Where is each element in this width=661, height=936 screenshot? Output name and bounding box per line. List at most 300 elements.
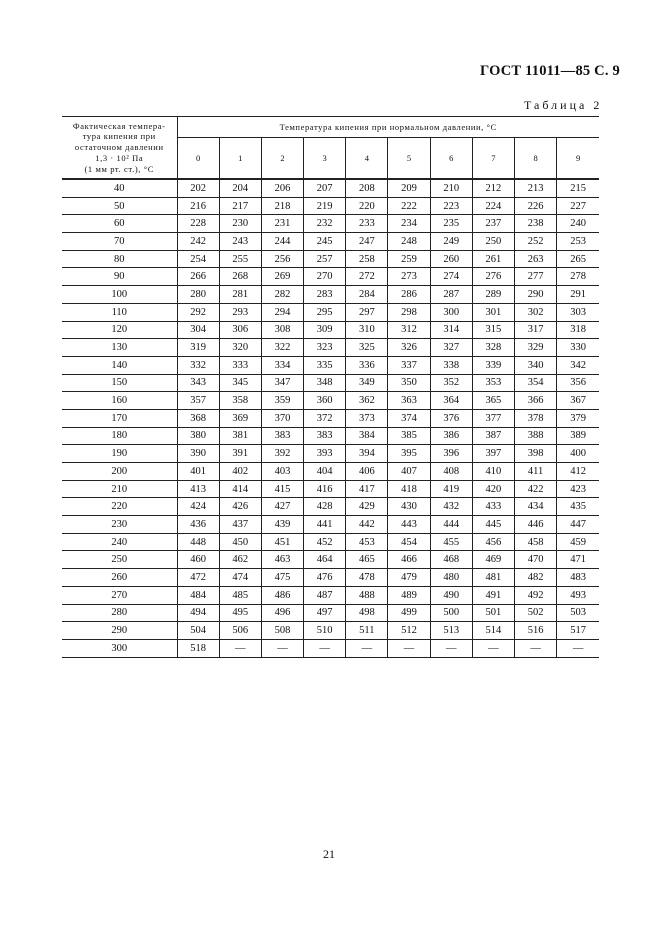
table-cell: 414 [219, 480, 261, 498]
table-cell: 497 [304, 604, 346, 622]
table-cell: — [430, 639, 472, 657]
row-temperature-cell: 230 [62, 516, 177, 534]
row-temperature-cell: 200 [62, 463, 177, 481]
table-cell: 265 [557, 250, 599, 268]
table-cell: 232 [304, 215, 346, 233]
table-cell: 387 [472, 427, 514, 445]
table-cell: 310 [346, 321, 388, 339]
table-cell: 353 [472, 374, 514, 392]
table-cell: 258 [346, 250, 388, 268]
table-cell: 202 [177, 179, 219, 197]
table-cell: 248 [388, 233, 430, 251]
table-cell: 403 [261, 463, 303, 481]
table-cell: — [515, 639, 557, 657]
row-temperature-cell: 50 [62, 197, 177, 215]
table-row [62, 215, 599, 233]
table-cell: 328 [472, 339, 514, 357]
table-cell: 514 [472, 622, 514, 640]
table-cell: 363 [388, 392, 430, 410]
table-cell: 383 [261, 427, 303, 445]
table-cell: 365 [472, 392, 514, 410]
table-cell: 370 [261, 409, 303, 427]
table-cell: 274 [430, 268, 472, 286]
table-cell: — [219, 639, 261, 657]
table-cell: 217 [219, 197, 261, 215]
table-cell: 278 [557, 268, 599, 286]
table-cell: 297 [346, 303, 388, 321]
table-row [62, 463, 599, 481]
table-cell: 219 [304, 197, 346, 215]
table-cell: 304 [177, 321, 219, 339]
table-cell: 469 [472, 551, 514, 569]
table-cell: 498 [346, 604, 388, 622]
table-cell: 212 [472, 179, 514, 197]
table-cell: 406 [346, 463, 388, 481]
table-cell: 357 [177, 392, 219, 410]
row-temperature-cell: 150 [62, 374, 177, 392]
table-cell: 381 [219, 427, 261, 445]
table-cell: 504 [177, 622, 219, 640]
table-row [62, 480, 599, 498]
row-temperature-cell: 270 [62, 586, 177, 604]
table-row [62, 516, 599, 534]
table-cell: 283 [304, 286, 346, 304]
table-cell: 437 [219, 516, 261, 534]
table-cell: 472 [177, 569, 219, 587]
table-row [62, 427, 599, 445]
table-cell: 400 [557, 445, 599, 463]
table-cell: 242 [177, 233, 219, 251]
digit-header: 1 [219, 138, 261, 180]
table-cell: 474 [219, 569, 261, 587]
table-cell: 453 [346, 533, 388, 551]
table-cell: 402 [219, 463, 261, 481]
table-cell: 426 [219, 498, 261, 516]
table-cell: 479 [388, 569, 430, 587]
table-cell: 475 [261, 569, 303, 587]
table-row [62, 551, 599, 569]
table-cell: 398 [515, 445, 557, 463]
table-cell: 451 [261, 533, 303, 551]
table-cell: 404 [304, 463, 346, 481]
table-cell: 256 [261, 250, 303, 268]
row-temperature-cell: 240 [62, 533, 177, 551]
table-cell: 223 [430, 197, 472, 215]
table-cell: 213 [515, 179, 557, 197]
table-row [62, 586, 599, 604]
table-cell: 471 [557, 551, 599, 569]
table-cell: 318 [557, 321, 599, 339]
row-temperature-cell: 190 [62, 445, 177, 463]
table-cell: 372 [304, 409, 346, 427]
table-cell: 485 [219, 586, 261, 604]
row-temperature-cell: 280 [62, 604, 177, 622]
table-cell: 208 [346, 179, 388, 197]
table-cell: 230 [219, 215, 261, 233]
table-cell: 348 [304, 374, 346, 392]
table-cell: 395 [388, 445, 430, 463]
table-row [62, 569, 599, 587]
table-cell: 340 [515, 356, 557, 374]
table-cell: 428 [304, 498, 346, 516]
digit-header: 9 [557, 138, 599, 180]
table-cell: 499 [388, 604, 430, 622]
table-cell: 501 [472, 604, 514, 622]
table-cell: 452 [304, 533, 346, 551]
table-cell: 315 [472, 321, 514, 339]
table-cell: 503 [557, 604, 599, 622]
table-cell: 384 [346, 427, 388, 445]
table-cell: 240 [557, 215, 599, 233]
table-cell: 207 [304, 179, 346, 197]
table-cell: 292 [177, 303, 219, 321]
table-body [62, 179, 599, 657]
table-cell: 368 [177, 409, 219, 427]
table-row [62, 356, 599, 374]
row-header-caption-line: тура кипения при [82, 131, 156, 142]
table-cell: 500 [430, 604, 472, 622]
column-group-caption: Температура кипения при нормальном давлении, °С [177, 117, 599, 138]
table-cell: 429 [346, 498, 388, 516]
table-cell: 247 [346, 233, 388, 251]
table-cell: 412 [557, 463, 599, 481]
table-cell: 280 [177, 286, 219, 304]
table-cell: 245 [304, 233, 346, 251]
table-cell: 487 [304, 586, 346, 604]
table-cell: 389 [557, 427, 599, 445]
table-cell: 380 [177, 427, 219, 445]
row-temperature-cell: 60 [62, 215, 177, 233]
table-cell: 358 [219, 392, 261, 410]
table-cell: 210 [430, 179, 472, 197]
table-cell: 266 [177, 268, 219, 286]
table-cell: 378 [515, 409, 557, 427]
table-cell: 228 [177, 215, 219, 233]
table-cell: 268 [219, 268, 261, 286]
table-cell: 388 [515, 427, 557, 445]
table-cell: 476 [304, 569, 346, 587]
row-temperature-cell: 260 [62, 569, 177, 587]
row-temperature-cell: 100 [62, 286, 177, 304]
table-cell: 337 [388, 356, 430, 374]
table-cell: 441 [304, 516, 346, 534]
table-cell: 308 [261, 321, 303, 339]
table-cell: 460 [177, 551, 219, 569]
table-cell: 260 [430, 250, 472, 268]
table-row [62, 268, 599, 286]
table-cell: 418 [388, 480, 430, 498]
table-cell: 510 [304, 622, 346, 640]
table-caption: Таблица 2 [524, 98, 603, 112]
digit-header: 0 [177, 138, 219, 180]
table-cell: 238 [515, 215, 557, 233]
table-cell: 420 [472, 480, 514, 498]
table-cell: 385 [388, 427, 430, 445]
digit-header: 8 [515, 138, 557, 180]
table-cell: 434 [515, 498, 557, 516]
table-row [62, 179, 599, 197]
row-header-caption-line: (1 мм рт. ст.), °С [84, 163, 154, 174]
table-cell: 442 [346, 516, 388, 534]
table-cell: 390 [177, 445, 219, 463]
table-cell: 253 [557, 233, 599, 251]
table-cell: 300 [430, 303, 472, 321]
table-cell: 319 [177, 339, 219, 357]
table-cell: 516 [515, 622, 557, 640]
table-cell: 463 [261, 551, 303, 569]
table-cell: 392 [261, 445, 303, 463]
table-cell: 489 [388, 586, 430, 604]
document-header: ГОСТ 11011—85 С. 9 [480, 63, 620, 79]
table-cell: 350 [388, 374, 430, 392]
table-row [62, 622, 599, 640]
row-temperature-cell: 110 [62, 303, 177, 321]
table-cell: 362 [346, 392, 388, 410]
row-header-caption-line: остаточном давлении [74, 142, 164, 153]
row-header-caption-line: 1,3 · 10² Па [95, 152, 144, 163]
row-temperature-cell: 300 [62, 639, 177, 657]
table-cell: 396 [430, 445, 472, 463]
table-cell: 209 [388, 179, 430, 197]
table-cell: 427 [261, 498, 303, 516]
row-temperature-cell: 40 [62, 179, 177, 197]
table-cell: 367 [557, 392, 599, 410]
table-cell: 458 [515, 533, 557, 551]
table-cell: 478 [346, 569, 388, 587]
table-cell: 513 [430, 622, 472, 640]
table-cell: 433 [472, 498, 514, 516]
table-cell: 376 [430, 409, 472, 427]
boiling-temperature-table [62, 116, 599, 658]
table-row [62, 392, 599, 410]
table-cell: 506 [219, 622, 261, 640]
table-cell: 323 [304, 339, 346, 357]
table-cell: 352 [430, 374, 472, 392]
table-cell: 374 [388, 409, 430, 427]
table-cell: 408 [430, 463, 472, 481]
table-cell: 330 [557, 339, 599, 357]
table-row [62, 374, 599, 392]
table-cell: 298 [388, 303, 430, 321]
table-cell: 443 [388, 516, 430, 534]
table-cell: 227 [557, 197, 599, 215]
table-row [62, 639, 599, 657]
table-cell: 446 [515, 516, 557, 534]
table-cell: 215 [557, 179, 599, 197]
table-cell: 317 [515, 321, 557, 339]
table-cell: 377 [472, 409, 514, 427]
table-cell: 379 [557, 409, 599, 427]
table-row [62, 498, 599, 516]
table-cell: 490 [430, 586, 472, 604]
table-cell: 435 [557, 498, 599, 516]
table-row [62, 445, 599, 463]
table-cell: 417 [346, 480, 388, 498]
table-cell: 511 [346, 622, 388, 640]
digit-header: 4 [346, 138, 388, 180]
table-cell: — [388, 639, 430, 657]
table-cell: 508 [261, 622, 303, 640]
table-cell: 234 [388, 215, 430, 233]
table-cell: 259 [388, 250, 430, 268]
table-cell: 464 [304, 551, 346, 569]
table-cell: 364 [430, 392, 472, 410]
table-cell: 484 [177, 586, 219, 604]
table-cell: 436 [177, 516, 219, 534]
table-cell: 224 [472, 197, 514, 215]
table-cell: 270 [304, 268, 346, 286]
table-cell: 454 [388, 533, 430, 551]
table-cell: 290 [515, 286, 557, 304]
row-temperature-cell: 160 [62, 392, 177, 410]
table-cell: 222 [388, 197, 430, 215]
table-cell: 394 [346, 445, 388, 463]
table-cell: 466 [388, 551, 430, 569]
table-cell: 250 [472, 233, 514, 251]
table-cell: 243 [219, 233, 261, 251]
row-temperature-cell: 70 [62, 233, 177, 251]
table-cell: 482 [515, 569, 557, 587]
table-cell: 257 [304, 250, 346, 268]
table-cell: 445 [472, 516, 514, 534]
table-cell: 488 [346, 586, 388, 604]
table-cell: 327 [430, 339, 472, 357]
table-row [62, 409, 599, 427]
table-cell: 342 [557, 356, 599, 374]
table-cell: 322 [261, 339, 303, 357]
table-cell: 329 [515, 339, 557, 357]
table-cell: 302 [515, 303, 557, 321]
table-cell: 333 [219, 356, 261, 374]
table-cell: — [472, 639, 514, 657]
table-cell: 287 [430, 286, 472, 304]
table-cell: 312 [388, 321, 430, 339]
page-number: 21 [323, 847, 335, 861]
table-cell: 493 [557, 586, 599, 604]
table-cell: 480 [430, 569, 472, 587]
table-cell: 462 [219, 551, 261, 569]
table-row [62, 321, 599, 339]
row-temperature-cell: 90 [62, 268, 177, 286]
table-cell: 332 [177, 356, 219, 374]
row-temperature-cell: 80 [62, 250, 177, 268]
table-cell: 339 [472, 356, 514, 374]
table-cell: 233 [346, 215, 388, 233]
table-cell: 366 [515, 392, 557, 410]
table-cell: 411 [515, 463, 557, 481]
table-cell: 512 [388, 622, 430, 640]
table-cell: 343 [177, 374, 219, 392]
digit-header: 6 [430, 138, 472, 180]
row-temperature-cell: 140 [62, 356, 177, 374]
table-cell: 518 [177, 639, 219, 657]
table-cell: 237 [472, 215, 514, 233]
table-cell: 410 [472, 463, 514, 481]
table-cell: 393 [304, 445, 346, 463]
row-temperature-cell: 180 [62, 427, 177, 445]
table-cell: 272 [346, 268, 388, 286]
table-cell: 325 [346, 339, 388, 357]
table-cell: 309 [304, 321, 346, 339]
table-row [62, 233, 599, 251]
row-temperature-cell: 210 [62, 480, 177, 498]
table-cell: 335 [304, 356, 346, 374]
table-cell: 413 [177, 480, 219, 498]
table-cell: 383 [304, 427, 346, 445]
table-cell: 289 [472, 286, 514, 304]
table-cell: 468 [430, 551, 472, 569]
table-cell: — [304, 639, 346, 657]
table-cell: 261 [472, 250, 514, 268]
table-cell: 430 [388, 498, 430, 516]
table-cell: 486 [261, 586, 303, 604]
table-cell: 336 [346, 356, 388, 374]
table-cell: 282 [261, 286, 303, 304]
table-cell: 456 [472, 533, 514, 551]
table-cell: 517 [557, 622, 599, 640]
table-cell: — [557, 639, 599, 657]
table-cell: 447 [557, 516, 599, 534]
table-cell: 206 [261, 179, 303, 197]
table-cell: 373 [346, 409, 388, 427]
table-cell: 284 [346, 286, 388, 304]
table-cell: 360 [304, 392, 346, 410]
table-cell: 220 [346, 197, 388, 215]
row-temperature-cell: 250 [62, 551, 177, 569]
row-temperature-cell: 220 [62, 498, 177, 516]
table-cell: 281 [219, 286, 261, 304]
table-row [62, 286, 599, 304]
row-temperature-cell: 170 [62, 409, 177, 427]
table-cell: 255 [219, 250, 261, 268]
table-cell: 326 [388, 339, 430, 357]
table-cell: 495 [219, 604, 261, 622]
table-cell: 432 [430, 498, 472, 516]
digit-header: 7 [472, 138, 514, 180]
table-cell: 492 [515, 586, 557, 604]
table-cell: — [346, 639, 388, 657]
table-cell: 301 [472, 303, 514, 321]
table-cell: 415 [261, 480, 303, 498]
table-cell: 422 [515, 480, 557, 498]
table-cell: 314 [430, 321, 472, 339]
table-cell: 276 [472, 268, 514, 286]
row-header-caption [62, 117, 177, 180]
table-cell: 291 [557, 286, 599, 304]
table-cell: 303 [557, 303, 599, 321]
digit-header: 5 [388, 138, 430, 180]
table-cell: 231 [261, 215, 303, 233]
table-cell: 416 [304, 480, 346, 498]
row-header-caption-line: Фактическая темпера- [72, 120, 166, 131]
table-cell: 491 [472, 586, 514, 604]
table-cell: 277 [515, 268, 557, 286]
table-cell: 391 [219, 445, 261, 463]
table-cell: 494 [177, 604, 219, 622]
table-cell: 423 [557, 480, 599, 498]
table-cell: 439 [261, 516, 303, 534]
table-cell: 401 [177, 463, 219, 481]
table-cell: 444 [430, 516, 472, 534]
table-cell: 216 [177, 197, 219, 215]
table-cell: 459 [557, 533, 599, 551]
digit-header: 3 [304, 138, 346, 180]
table-cell: 369 [219, 409, 261, 427]
table-cell: 349 [346, 374, 388, 392]
table-cell: 496 [261, 604, 303, 622]
table-cell: 345 [219, 374, 261, 392]
table-row [62, 303, 599, 321]
